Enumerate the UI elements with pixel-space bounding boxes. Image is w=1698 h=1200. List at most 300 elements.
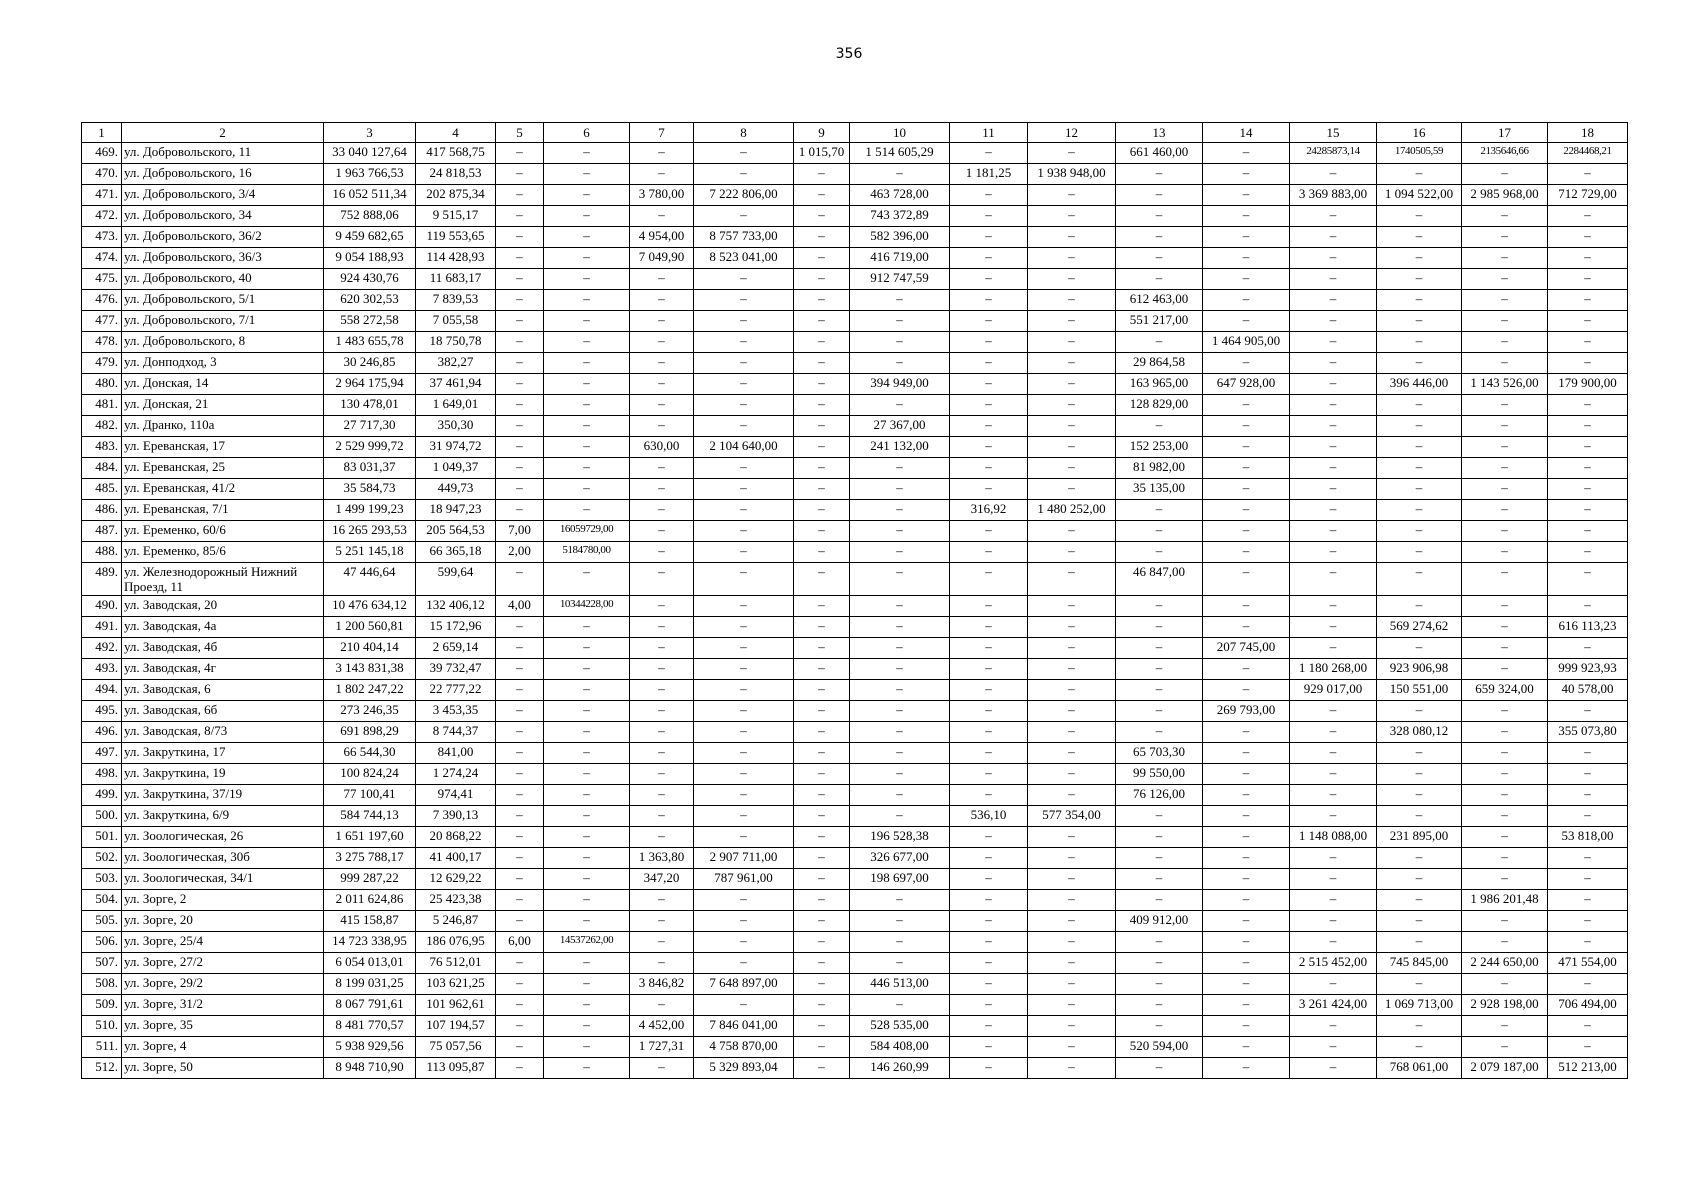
value-cell: –	[794, 479, 850, 500]
value-cell: –	[1377, 521, 1462, 542]
value-cell: 150 551,00	[1377, 680, 1462, 701]
row-number-cell: 478.	[82, 332, 122, 353]
value-cell: –	[794, 248, 850, 269]
value-cell: –	[1028, 617, 1116, 638]
value-cell: –	[1203, 659, 1290, 680]
value-cell: –	[950, 395, 1028, 416]
value-cell: –	[630, 785, 694, 806]
value-cell: –	[630, 722, 694, 743]
value-cell: 27 717,30	[324, 416, 416, 437]
value-cell: –	[950, 1016, 1028, 1037]
address-cell: ул. Закруткина, 17	[122, 743, 324, 764]
value-cell: –	[1377, 1016, 1462, 1037]
value-cell: –	[950, 680, 1028, 701]
value-cell: 396 446,00	[1377, 374, 1462, 395]
value-cell: –	[630, 143, 694, 164]
value-cell: –	[1462, 596, 1548, 617]
value-cell: –	[1203, 311, 1290, 332]
value-cell: 1 514 605,29	[850, 143, 950, 164]
value-cell: 745 845,00	[1377, 953, 1462, 974]
value-cell: –	[544, 659, 630, 680]
table-row	[82, 164, 1628, 185]
row-number-cell: 485.	[82, 479, 122, 500]
address-cell: ул. Дранко, 110а	[122, 416, 324, 437]
value-cell: –	[850, 638, 950, 659]
value-cell: –	[630, 596, 694, 617]
value-cell: –	[950, 827, 1028, 848]
row-number-cell: 472.	[82, 206, 122, 227]
value-cell: 1 464 905,00	[1203, 332, 1290, 353]
value-cell: 449,73	[416, 479, 496, 500]
value-cell: –	[1462, 290, 1548, 311]
value-cell: –	[496, 395, 544, 416]
value-cell: 81 982,00	[1116, 458, 1203, 479]
value-cell: –	[544, 617, 630, 638]
value-cell: 1 094 522,00	[1377, 185, 1462, 206]
value-cell: –	[1203, 680, 1290, 701]
row-number-cell: 497.	[82, 743, 122, 764]
value-cell: –	[1548, 932, 1628, 953]
value-cell: –	[1116, 596, 1203, 617]
value-cell: –	[544, 638, 630, 659]
value-cell: –	[1028, 395, 1116, 416]
value-cell: –	[950, 269, 1028, 290]
value-cell: 1 049,37	[416, 458, 496, 479]
value-cell: –	[1116, 542, 1203, 563]
value-cell: –	[794, 521, 850, 542]
table-row	[82, 701, 1628, 722]
value-cell: –	[1116, 521, 1203, 542]
value-cell: –	[630, 164, 694, 185]
value-cell: 616 113,23	[1548, 617, 1628, 638]
value-cell: –	[694, 806, 794, 827]
value-cell: –	[694, 890, 794, 911]
value-cell: –	[1548, 395, 1628, 416]
value-cell: –	[496, 722, 544, 743]
value-cell: 8 523 041,00	[694, 248, 794, 269]
value-cell: –	[496, 479, 544, 500]
address-cell: ул. Заводская, 6	[122, 680, 324, 701]
value-cell: –	[1462, 764, 1548, 785]
value-cell: –	[496, 638, 544, 659]
row-number-cell: 482.	[82, 416, 122, 437]
value-cell: –	[630, 701, 694, 722]
value-cell: –	[1548, 848, 1628, 869]
value-cell: 132 406,12	[416, 596, 496, 617]
value-cell: –	[794, 890, 850, 911]
row-number-cell: 473.	[82, 227, 122, 248]
value-cell: –	[794, 638, 850, 659]
value-cell: –	[1203, 743, 1290, 764]
value-cell: –	[1377, 479, 1462, 500]
value-cell: –	[950, 974, 1028, 995]
value-cell: –	[950, 290, 1028, 311]
value-cell: 8 948 710,90	[324, 1058, 416, 1079]
value-cell: –	[1203, 869, 1290, 890]
table-row	[82, 206, 1628, 227]
row-number-cell: 503.	[82, 869, 122, 890]
value-cell: –	[1290, 932, 1377, 953]
value-cell: –	[544, 995, 630, 1016]
value-cell: –	[1028, 974, 1116, 995]
value-cell: –	[630, 911, 694, 932]
address-cell: ул. Зорге, 31/2	[122, 995, 324, 1016]
value-cell: 18 750,78	[416, 332, 496, 353]
value-cell: –	[950, 332, 1028, 353]
value-cell: –	[794, 596, 850, 617]
value-cell: –	[496, 374, 544, 395]
table-row	[82, 659, 1628, 680]
value-cell: –	[1028, 1037, 1116, 1058]
value-cell: –	[1377, 164, 1462, 185]
value-cell: 551 217,00	[1116, 311, 1203, 332]
value-cell: –	[694, 932, 794, 953]
value-cell: –	[1290, 248, 1377, 269]
value-cell: 1 480 252,00	[1028, 500, 1116, 521]
address-cell: ул. Добровольского, 34	[122, 206, 324, 227]
column-header: 3	[324, 123, 416, 143]
value-cell: –	[1377, 911, 1462, 932]
value-cell: –	[794, 1037, 850, 1058]
value-cell: 22 777,22	[416, 680, 496, 701]
value-cell: –	[1377, 458, 1462, 479]
table-row	[82, 1037, 1628, 1058]
column-header: 9	[794, 123, 850, 143]
address-cell: ул. Добровольского, 8	[122, 332, 324, 353]
value-cell: –	[950, 353, 1028, 374]
value-cell: 1 483 655,78	[324, 332, 416, 353]
value-cell: –	[1377, 269, 1462, 290]
value-cell: 40 578,00	[1548, 680, 1628, 701]
address-cell: ул. Железнодорожный Нижний Проезд, 11	[122, 563, 324, 596]
value-cell: –	[1377, 638, 1462, 659]
value-cell: –	[544, 353, 630, 374]
value-cell: –	[1028, 743, 1116, 764]
value-cell: –	[630, 764, 694, 785]
table-row	[82, 458, 1628, 479]
value-cell: –	[1116, 722, 1203, 743]
value-cell: –	[544, 827, 630, 848]
value-cell: –	[1290, 806, 1377, 827]
row-number-cell: 500.	[82, 806, 122, 827]
value-cell: –	[544, 848, 630, 869]
value-cell: –	[1462, 332, 1548, 353]
value-cell: –	[1548, 206, 1628, 227]
value-cell: –	[1548, 437, 1628, 458]
value-cell: –	[794, 458, 850, 479]
value-cell: 128 829,00	[1116, 395, 1203, 416]
value-cell: –	[1377, 206, 1462, 227]
value-cell: 101 962,61	[416, 995, 496, 1016]
address-cell: ул. Ереванская, 25	[122, 458, 324, 479]
value-cell: –	[1462, 806, 1548, 827]
value-cell: –	[1203, 479, 1290, 500]
value-cell: –	[1548, 269, 1628, 290]
value-cell: –	[1290, 764, 1377, 785]
value-cell: 100 824,24	[324, 764, 416, 785]
value-cell: –	[1203, 953, 1290, 974]
value-cell: –	[1290, 353, 1377, 374]
value-cell: –	[1028, 764, 1116, 785]
value-cell: –	[496, 911, 544, 932]
value-cell: –	[544, 185, 630, 206]
value-cell: –	[694, 500, 794, 521]
value-cell: 163 965,00	[1116, 374, 1203, 395]
value-cell: 1 651 197,60	[324, 827, 416, 848]
value-cell: –	[1462, 311, 1548, 332]
value-cell: –	[1462, 227, 1548, 248]
value-cell: –	[1290, 458, 1377, 479]
value-cell: –	[630, 458, 694, 479]
value-cell: 6 054 013,01	[324, 953, 416, 974]
value-cell: –	[1548, 290, 1628, 311]
value-cell: –	[794, 680, 850, 701]
value-cell: –	[1548, 974, 1628, 995]
value-cell: –	[1548, 869, 1628, 890]
value-cell: 416 719,00	[850, 248, 950, 269]
value-cell: –	[794, 353, 850, 374]
value-cell: –	[1028, 659, 1116, 680]
value-cell: –	[1548, 638, 1628, 659]
value-cell: 841,00	[416, 743, 496, 764]
value-cell: 924 430,76	[324, 269, 416, 290]
value-cell: 7 846 041,00	[694, 1016, 794, 1037]
value-cell: 186 076,95	[416, 932, 496, 953]
value-cell: –	[496, 290, 544, 311]
value-cell: –	[694, 164, 794, 185]
value-cell: –	[794, 395, 850, 416]
value-cell: –	[1462, 458, 1548, 479]
row-number-cell: 479.	[82, 353, 122, 374]
value-cell: –	[496, 563, 544, 596]
value-cell: –	[1548, 164, 1628, 185]
value-cell: –	[850, 911, 950, 932]
value-cell: –	[1116, 248, 1203, 269]
address-cell: ул. Добровольского, 3/4	[122, 185, 324, 206]
value-cell: 11 683,17	[416, 269, 496, 290]
table-row	[82, 332, 1628, 353]
value-cell: –	[1028, 638, 1116, 659]
value-cell: –	[1028, 185, 1116, 206]
value-cell: –	[794, 290, 850, 311]
value-cell: 528 535,00	[850, 1016, 950, 1037]
value-cell: –	[950, 764, 1028, 785]
value-cell: –	[544, 701, 630, 722]
address-cell: ул. Зорге, 29/2	[122, 974, 324, 995]
value-cell: 446 513,00	[850, 974, 950, 995]
value-cell: 661 460,00	[1116, 143, 1203, 164]
value-cell: –	[850, 890, 950, 911]
value-cell: –	[850, 596, 950, 617]
value-cell: 179 900,00	[1548, 374, 1628, 395]
value-cell: –	[1462, 1016, 1548, 1037]
table-row	[82, 953, 1628, 974]
value-cell: 582 396,00	[850, 227, 950, 248]
column-header: 16	[1377, 123, 1462, 143]
value-cell: –	[850, 743, 950, 764]
value-cell: –	[1462, 785, 1548, 806]
value-cell: 3 369 883,00	[1290, 185, 1377, 206]
row-number-cell: 487.	[82, 521, 122, 542]
row-number-cell: 511.	[82, 1037, 122, 1058]
value-cell: –	[630, 290, 694, 311]
value-cell: –	[544, 680, 630, 701]
value-cell: –	[1290, 164, 1377, 185]
value-cell: –	[950, 206, 1028, 227]
value-cell: 119 553,65	[416, 227, 496, 248]
address-cell: ул. Ереванская, 17	[122, 437, 324, 458]
value-cell: 8 199 031,25	[324, 974, 416, 995]
value-cell: –	[1377, 743, 1462, 764]
value-cell: –	[1028, 1058, 1116, 1079]
value-cell: –	[1028, 680, 1116, 701]
value-cell: –	[794, 785, 850, 806]
value-cell: –	[794, 974, 850, 995]
value-cell: –	[1203, 974, 1290, 995]
value-cell: 999 923,93	[1548, 659, 1628, 680]
value-cell: –	[544, 479, 630, 500]
value-cell: –	[1462, 500, 1548, 521]
value-cell: 16 052 511,34	[324, 185, 416, 206]
value-cell: –	[850, 542, 950, 563]
value-cell: –	[1028, 248, 1116, 269]
value-cell: –	[794, 764, 850, 785]
value-cell: 1 274,24	[416, 764, 496, 785]
value-cell: –	[950, 701, 1028, 722]
value-cell: –	[1548, 311, 1628, 332]
value-cell: –	[794, 995, 850, 1016]
value-cell: 76 512,01	[416, 953, 496, 974]
value-cell: –	[850, 722, 950, 743]
value-cell: 27 367,00	[850, 416, 950, 437]
value-cell: –	[496, 206, 544, 227]
value-cell: –	[1290, 374, 1377, 395]
value-cell: 241 132,00	[850, 437, 950, 458]
value-cell: –	[1290, 290, 1377, 311]
value-cell: –	[496, 680, 544, 701]
value-cell: –	[694, 479, 794, 500]
column-header: 13	[1116, 123, 1203, 143]
value-cell: 198 697,00	[850, 869, 950, 890]
value-cell: –	[1028, 911, 1116, 932]
table-row	[82, 722, 1628, 743]
column-header: 5	[496, 123, 544, 143]
value-cell: 196 528,38	[850, 827, 950, 848]
column-header: 4	[416, 123, 496, 143]
value-cell: –	[1462, 617, 1548, 638]
value-cell: –	[1290, 785, 1377, 806]
value-cell: 210 404,14	[324, 638, 416, 659]
address-cell: ул. Донская, 14	[122, 374, 324, 395]
value-cell: –	[694, 521, 794, 542]
value-cell: –	[1462, 164, 1548, 185]
value-cell: –	[1377, 806, 1462, 827]
value-cell: 569 274,62	[1377, 617, 1462, 638]
table-row	[82, 680, 1628, 701]
value-cell: 599,64	[416, 563, 496, 596]
page-number: 356	[835, 46, 863, 62]
value-cell: –	[496, 1037, 544, 1058]
column-header: 18	[1548, 123, 1628, 143]
value-cell: –	[630, 806, 694, 827]
address-cell: ул. Еременко, 85/6	[122, 542, 324, 563]
value-cell: 612 463,00	[1116, 290, 1203, 311]
value-cell: –	[1462, 521, 1548, 542]
value-cell: –	[544, 311, 630, 332]
value-cell: –	[1203, 890, 1290, 911]
value-cell: 130 478,01	[324, 395, 416, 416]
address-cell: ул. Зорге, 50	[122, 1058, 324, 1079]
value-cell: –	[544, 206, 630, 227]
value-cell: 1 963 766,53	[324, 164, 416, 185]
address-cell: ул. Зорге, 2	[122, 890, 324, 911]
value-cell: 39 732,47	[416, 659, 496, 680]
value-cell: 25 423,38	[416, 890, 496, 911]
value-cell: –	[630, 680, 694, 701]
value-cell: 3 453,35	[416, 701, 496, 722]
value-cell: 9 515,17	[416, 206, 496, 227]
value-cell: –	[950, 374, 1028, 395]
row-number-cell: 491.	[82, 617, 122, 638]
table-row	[82, 311, 1628, 332]
value-cell: 999 287,22	[324, 869, 416, 890]
value-cell: 2 985 968,00	[1462, 185, 1548, 206]
row-number-cell: 490.	[82, 596, 122, 617]
value-cell: 929 017,00	[1290, 680, 1377, 701]
value-cell: 99 550,00	[1116, 764, 1203, 785]
value-cell: –	[544, 143, 630, 164]
value-cell: –	[1028, 353, 1116, 374]
value-cell: –	[544, 1058, 630, 1079]
value-cell: –	[950, 227, 1028, 248]
value-cell: 15 172,96	[416, 617, 496, 638]
value-cell: –	[1290, 638, 1377, 659]
value-cell: –	[1203, 932, 1290, 953]
value-cell: –	[850, 458, 950, 479]
row-number-cell: 498.	[82, 764, 122, 785]
value-cell: –	[496, 806, 544, 827]
value-cell: 1 802 247,22	[324, 680, 416, 701]
value-cell: –	[950, 848, 1028, 869]
value-cell: 18 947,23	[416, 500, 496, 521]
value-cell: –	[950, 542, 1028, 563]
value-cell: 3 846,82	[630, 974, 694, 995]
value-cell: –	[1377, 869, 1462, 890]
value-cell: –	[496, 617, 544, 638]
row-number-cell: 499.	[82, 785, 122, 806]
value-cell: –	[1377, 848, 1462, 869]
value-cell: –	[1462, 269, 1548, 290]
value-cell: –	[496, 1016, 544, 1037]
value-cell: –	[544, 458, 630, 479]
value-cell: –	[1203, 143, 1290, 164]
value-cell: –	[694, 995, 794, 1016]
value-cell: –	[1028, 437, 1116, 458]
value-cell: –	[694, 701, 794, 722]
value-cell: –	[630, 374, 694, 395]
value-cell: –	[496, 458, 544, 479]
value-cell: –	[544, 1037, 630, 1058]
value-cell: –	[496, 659, 544, 680]
value-cell: 14537262,00	[544, 932, 630, 953]
value-cell: 9 054 188,93	[324, 248, 416, 269]
value-cell: 47 446,64	[324, 563, 416, 596]
value-cell: –	[1377, 290, 1462, 311]
value-cell: 4 954,00	[630, 227, 694, 248]
value-cell: –	[1203, 290, 1290, 311]
value-cell: –	[694, 332, 794, 353]
value-cell: –	[1548, 416, 1628, 437]
